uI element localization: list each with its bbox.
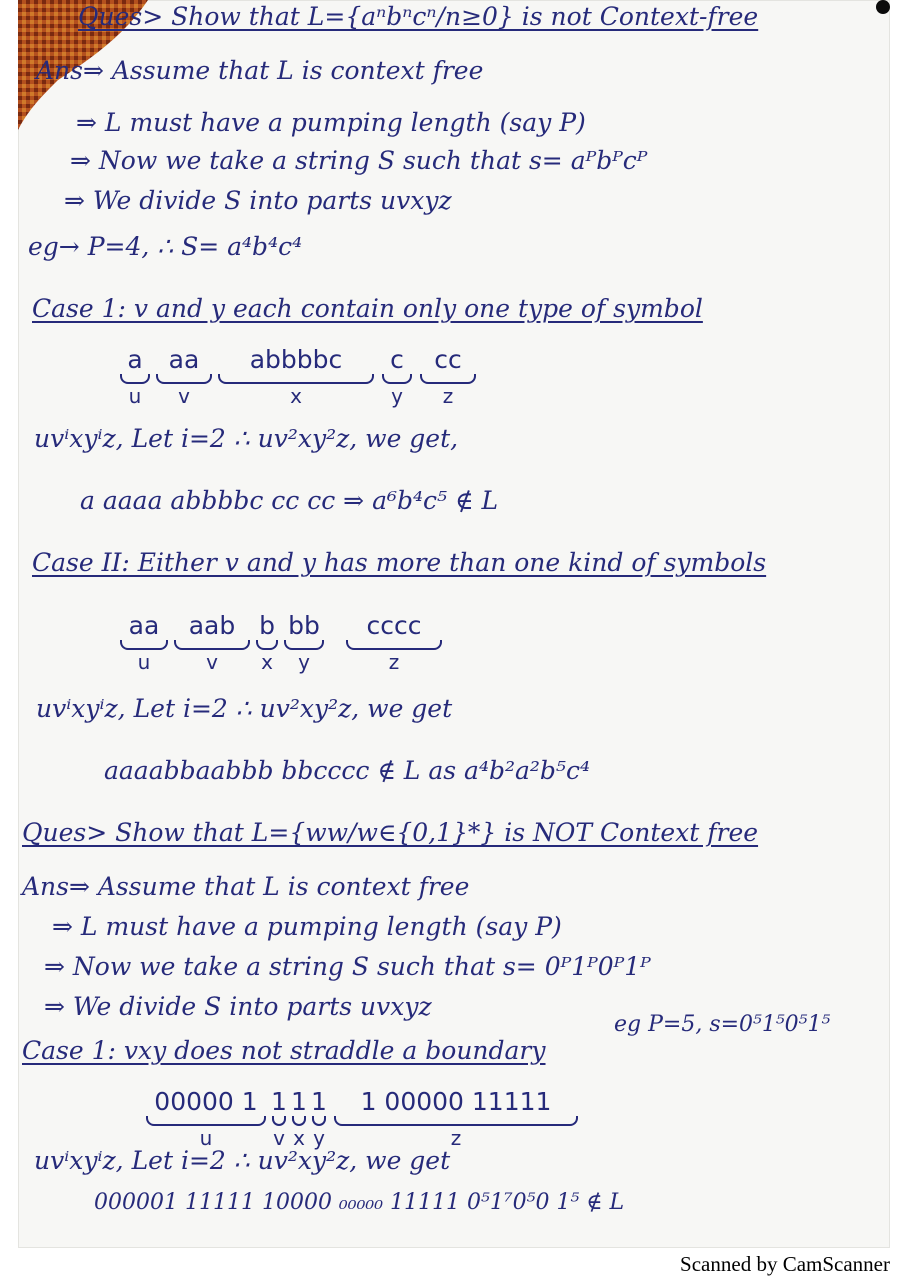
q1-case-1-pumping: uvⁱxyⁱz, Let i=2 ∴ uv²xy²z, we get, (34, 424, 459, 453)
q2-case-1-segment-v: 1 v (271, 1087, 287, 1150)
q1-case-1-segment-v: aa v (154, 346, 214, 408)
q1-case-2-segment-z: cccc z (344, 612, 444, 674)
q1-case-2-segment-y: bb y (282, 612, 326, 674)
q1-case-2-partition (118, 612, 458, 672)
q1-case-1-segment-u: a u (118, 346, 152, 408)
q2-case-1-segment-u: 00000 1 u (144, 1088, 268, 1150)
q1-case-1-segment-z: cc z (418, 346, 478, 408)
q1-example: eg→ P=4, ∴ S= a⁴b⁴c⁴ (28, 232, 303, 261)
q2-case-1-segment-z: 1 00000 11111 z (332, 1088, 580, 1150)
q2-step-2: ⇒ Now we take a string S such that s= 0ᴾ1ᴾ0ᴾ1ᴾ (44, 952, 651, 981)
question-1: Ques> Show that L={aⁿbⁿcⁿ/n≥0} is not Context-free (78, 2, 759, 31)
answer-2-intro: Ans⇒ Assume that L is context free (22, 872, 470, 901)
q1-case-2-segment-v: aab v (172, 612, 252, 674)
q2-step-3: ⇒ We divide S into parts uvxyz (44, 992, 432, 1021)
q1-case-2-segment-u: aa u (118, 612, 170, 674)
q1-case-1-result: a aaaa abbbbc cc cc ⇒ a⁶b⁴c⁵ ∉ L (80, 486, 499, 515)
q1-step-1: ⇒ L must have a pumping length (say P) (76, 108, 586, 137)
q1-case-1-segment-y: c y (380, 346, 414, 408)
q1-step-3: ⇒ We divide S into parts uvxyz (64, 186, 452, 215)
q2-case-1-partition (144, 1088, 584, 1148)
binding-hole-dot (876, 0, 890, 14)
q1-case-1-title: Case 1: v and y each contain only one type of symbol (32, 294, 703, 323)
q1-case-1-partition (118, 346, 498, 406)
q2-case-1-title: Case 1: vxy does not straddle a boundary (22, 1036, 546, 1065)
scanned-page (18, 0, 890, 1248)
q1-case-2-result: aaaabbaabbb bbcccc ∉ L as a⁴b²a²b⁵c⁴ (104, 756, 590, 785)
question-2: Ques> Show that L={ww/w∈{0,1}*} is NOT Context free (22, 818, 759, 847)
q1-case-1-segment-x: abbbbc x (216, 346, 376, 408)
q1-case-2-pumping: uvⁱxyⁱz, Let i=2 ∴ uv²xy²z, we get (36, 694, 453, 723)
q2-case-1-pumping: uvⁱxyⁱz, Let i=2 ∴ uv²xy²z, we get (34, 1146, 451, 1175)
q2-example: eg P=5, s=0⁵1⁵0⁵1⁵ (614, 1012, 831, 1037)
q1-step-2: ⇒ Now we take a string S such that s= aᴾbᴾcᴾ (70, 146, 648, 175)
scanner-watermark: Scanned by CamScanner (680, 1252, 890, 1276)
q1-case-2-title: Case II: Either v and y has more than one kind of symbols (32, 548, 767, 577)
q1-case-2-segment-x: b x (254, 612, 280, 674)
q2-step-1: ⇒ L must have a pumping length (say P) (52, 912, 562, 941)
q2-case-1-segment-y: 1 y (311, 1087, 327, 1150)
q2-case-1-result: 000001 11111 10000 ₀₀₀₀₀ 11111 0⁵1⁷0⁵0 1⁵ ∉ L (94, 1190, 625, 1215)
q2-case-1-segment-x: 1 x (291, 1087, 307, 1150)
answer-1-intro: Ans⇒ Assume that L is context free (36, 56, 484, 85)
